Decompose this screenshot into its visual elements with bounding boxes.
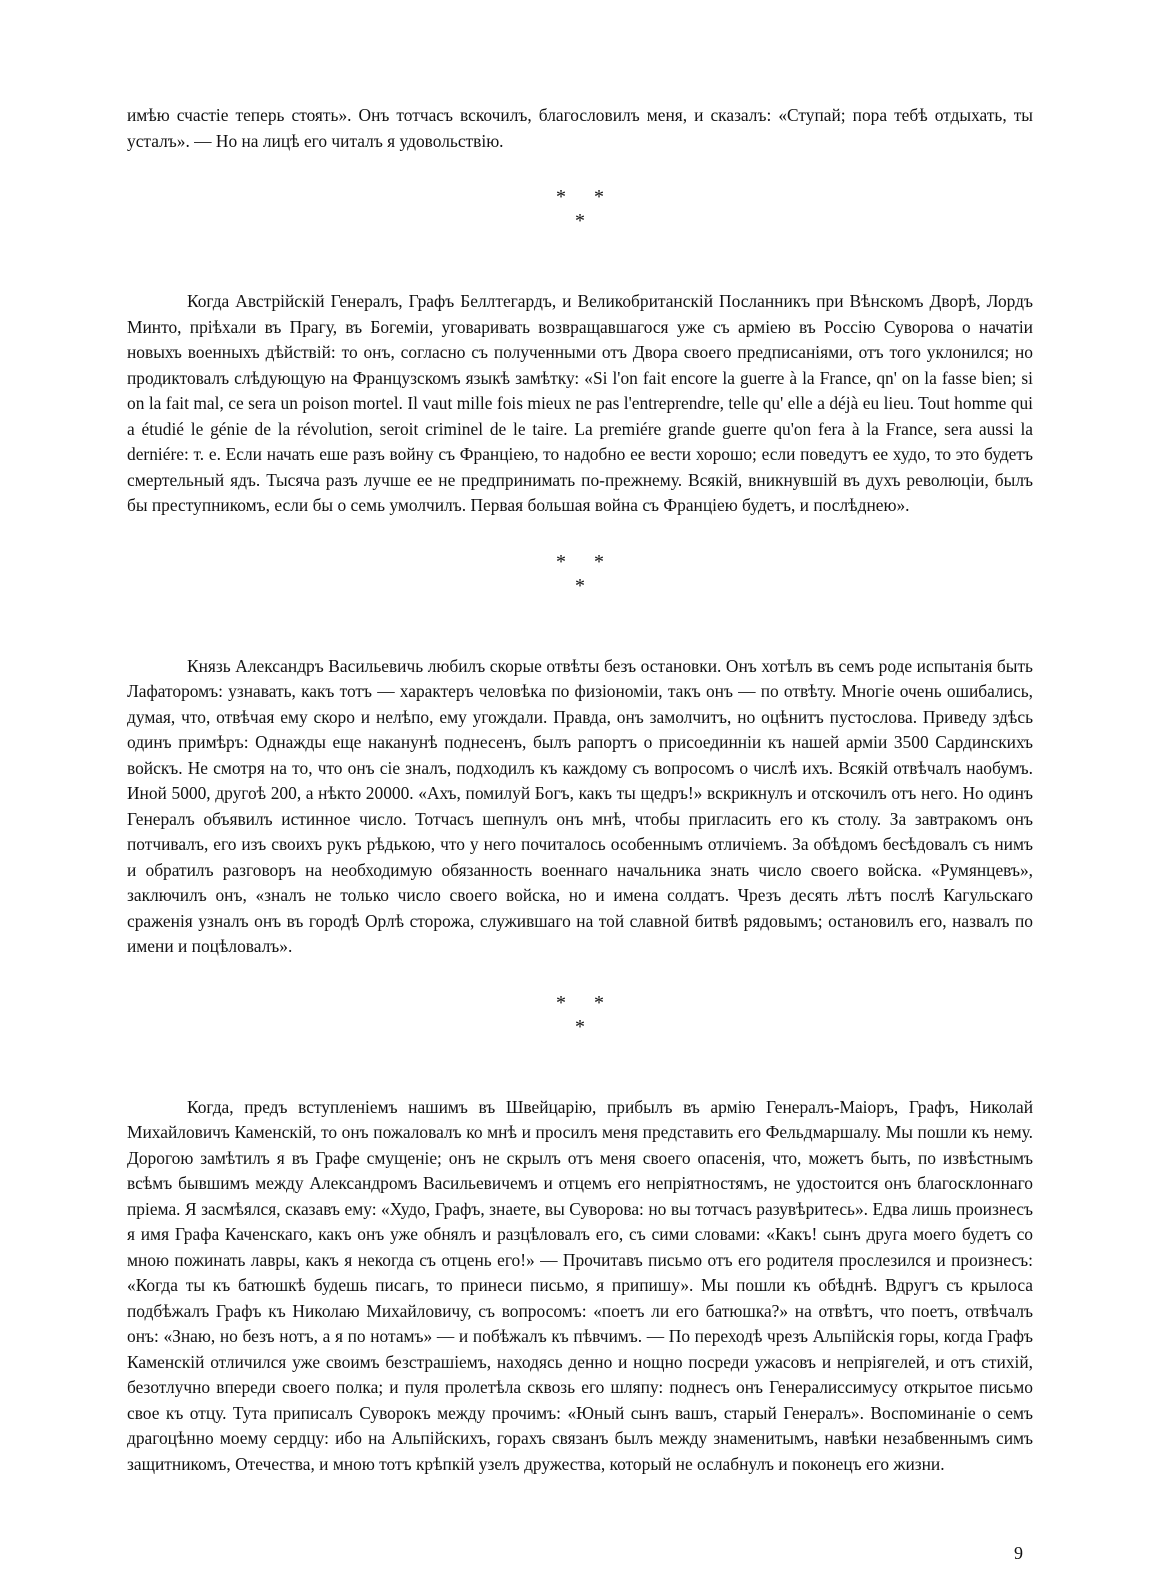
asterisk: * [556,991,566,1014]
asterisk: * [594,991,604,1014]
asterisk: * [575,1015,585,1038]
paragraph-4: Когда, предъ вступленіемъ нашимъ въ Швейцарію, прибылъ въ армію Генералъ-Маіоръ, Графъ, Николай Михайловичъ Каменскій, то онъ пожаловалъ ко мнѣ и просилъ меня представить его Фельдмаршалу. Мы пошли къ нему. Дорогою замѣтилъ я въ Графе смущеніе; онъ не скрылъ отъ меня своего опасенія, что, можетъ быть, по извѣстнымъ всѣмъ бывшимъ между Александромъ Васильевичемъ и отцемъ его непріятностямъ, не удостоится онъ благосклоннаго пріема. Я засмѣялся, сказавъ ему: «Худо, Графъ, знаете, вы Суворова: но вы тотчасъ разувѣритесь». Едва лишь произнесъ я имя Графа Каченскаго, какъ онъ уже обнялъ и разцѣловалъ его, съ сими словами: «Какъ! сынъ друга моего будетъ со мною пожинать лавры, какъ я некогда съ отцень его!» — Прочитавъ письмо отъ его родителя прослезился и произнесъ: «Когда ты къ батюшкѣ будешь писагь, то принеси письмо, я припишу». Мы пошли къ обѣднѣ. Вдругъ съ крылоса подбѣжалъ Графъ къ Николаю Михайловичу, съ вопросомъ: «поетъ ли его батюшка?» на отвѣтъ, что поетъ, отвѣчалъ онъ: «Знаю, но безъ нотъ, а я по нотамъ» — и побѣжалъ къ пѣвчимъ. — По переходѣ чрезъ Альпійскія горы, когда Графъ Каменскій отличился уже своимъ безстрашіемъ, находясь денно и нощно посреди ужасовъ и непріягелей, и отъ стихій, безотлучно впереди своего полка; и пуля пролетѣла сквозь его шляпу: поднесъ онъ Генералиссимусу открытое письмо свое къ отцу. Тута приписалъ Суворокъ между прочимъ: «Юный сынъ вашъ, старый Генералъ». Воспоминаніе о семъ драгоцѣнно моему сердцу: ибо на Альпійскихъ, горахъ связанъ былъ между знаменитымъ, навѣки незабвеннымъ симъ защитникомъ, Отечества, и мною тотъ крѣпкій узелъ дружества, который не ослабнулъ и поконецъ его жизни. [127,1096,1033,1474]
page-body [127,103,1033,1477]
asterisk: * [556,550,566,573]
paragraph-3: Князь Александръ Васильевичь любилъ скорые отвѣты безъ остановки. Онъ хотѣлъ въ семъ роде испытанія быть Лафаторомъ: узнавать, какъ тотъ — характеръ человѣка по физіономіи, такъ онъ — по отвѣту. Многіе очень ошибались, думая, что, отвѣчая ему скоро и нелѣпо, ему угождали. Правда, онъ замолчитъ, но оцѣнитъ пустослова. Приведу здѣсь одинъ примѣръ: Однажды еще наканунѣ поднесенъ, былъ рапортъ о присоединніи къ нашей арміи 3500 Сардинскихъ войскъ. Не смотря на то, что онъ сіе зналъ, подходилъ къ каждому съ вопросомъ о числѣ ихъ. Всякій отвѣчалъ наобумъ. Иной 5000, другоѣ 200, а нѣкто 20000. «Ахъ, помилуй Богъ, какъ ты щедръ!» вскрикнулъ и отскочилъ отъ него. Но одинъ Генералъ объявилъ истинное число. Тотчасъ шепнулъ онъ мнѣ, чтобы пригласить его къ столу. За завтракомъ онъ потчивалъ, его изъ своихъ рукъ рѣдькою, что у него почиталось особеннымъ отличіемъ. За обѣдомъ бесѣдовалъ съ нимъ и обратилъ разговоръ на необходимую обязанность военнаго начальника знать число своего войска. «Румянцевъ», заключилъ онъ, «зналъ не только число своего войска, но и имена солдатъ. Чрезъ десять лѣтъ послѣ Кагульскаго сраженія узналъ онъ въ городѣ Орлѣ сторожа, служившаго на той славной битвѣ рядовымъ; остановилъ его, назвалъ по имени и поцѣловалъ». [127,655,1033,956]
page-number: 9 [1014,1543,1023,1563]
paragraph-2: Когда Австрійскій Генералъ, Графъ Беллтегардъ, и Великобританскій Посланникъ при Вѣнскомъ Дворѣ, Лордъ Минто, пріѣхали въ Прагу, въ Богеміи, уговаривать возвращавшагося уже съ арміею въ Россію Суворова о начатіи новыхъ военныхъ дѣйствій: то онъ, согласно съ полученными отъ Двора своего предписаніями, отъ того уклонился; но продиктовалъ слѣдующую на Французскомъ языкѣ замѣтку: «Si l'on fait encore la guerre à la France, qn' on la fasse bien; si on la fait mal, ce sera un poison mortel. Il vaut mille fois mieux ne pas l'entreprendre, telle qu' elle a déjà eu lieu. Tout homme qui a étudié le génie de la révolution, seroit criminel de le taire. La premiére grande guerre qu'on fera à la France, sera aussi la derniére: т. е. Если начать еше разъ войну съ Франціею, то надобно ее вести хорошо; если поведутъ ее худо, то это будетъ смертельный ядъ. Тысяча разъ лучше ее не предпринимать по-прежнему. Всякій, вникнувшій въ духъ революціи, былъ бы преступникомъ, если бы о семь умолчилъ. Первая большая война съ Франціею будетъ, и послѣднею». [127,291,1033,515]
asterisk: * [594,550,604,573]
paragraph-1: имѣю счастіе теперь стоять». Онъ тотчасъ вскочилъ, благословилъ меня, и сказалъ: «Ступай; пора тебѣ отдыхать, ты усталъ». — Но на лицѣ его читалъ я удовольствію. [127,105,1033,151]
asterisk: * [556,186,566,208]
asterisk: * [575,574,585,597]
asterism-separator-3 [127,991,1033,1039]
asterisk: * [575,210,585,232]
asterism-separator-2 [127,550,1033,598]
asterisk: * [594,186,604,208]
asterism-separator-1 [127,185,1033,233]
